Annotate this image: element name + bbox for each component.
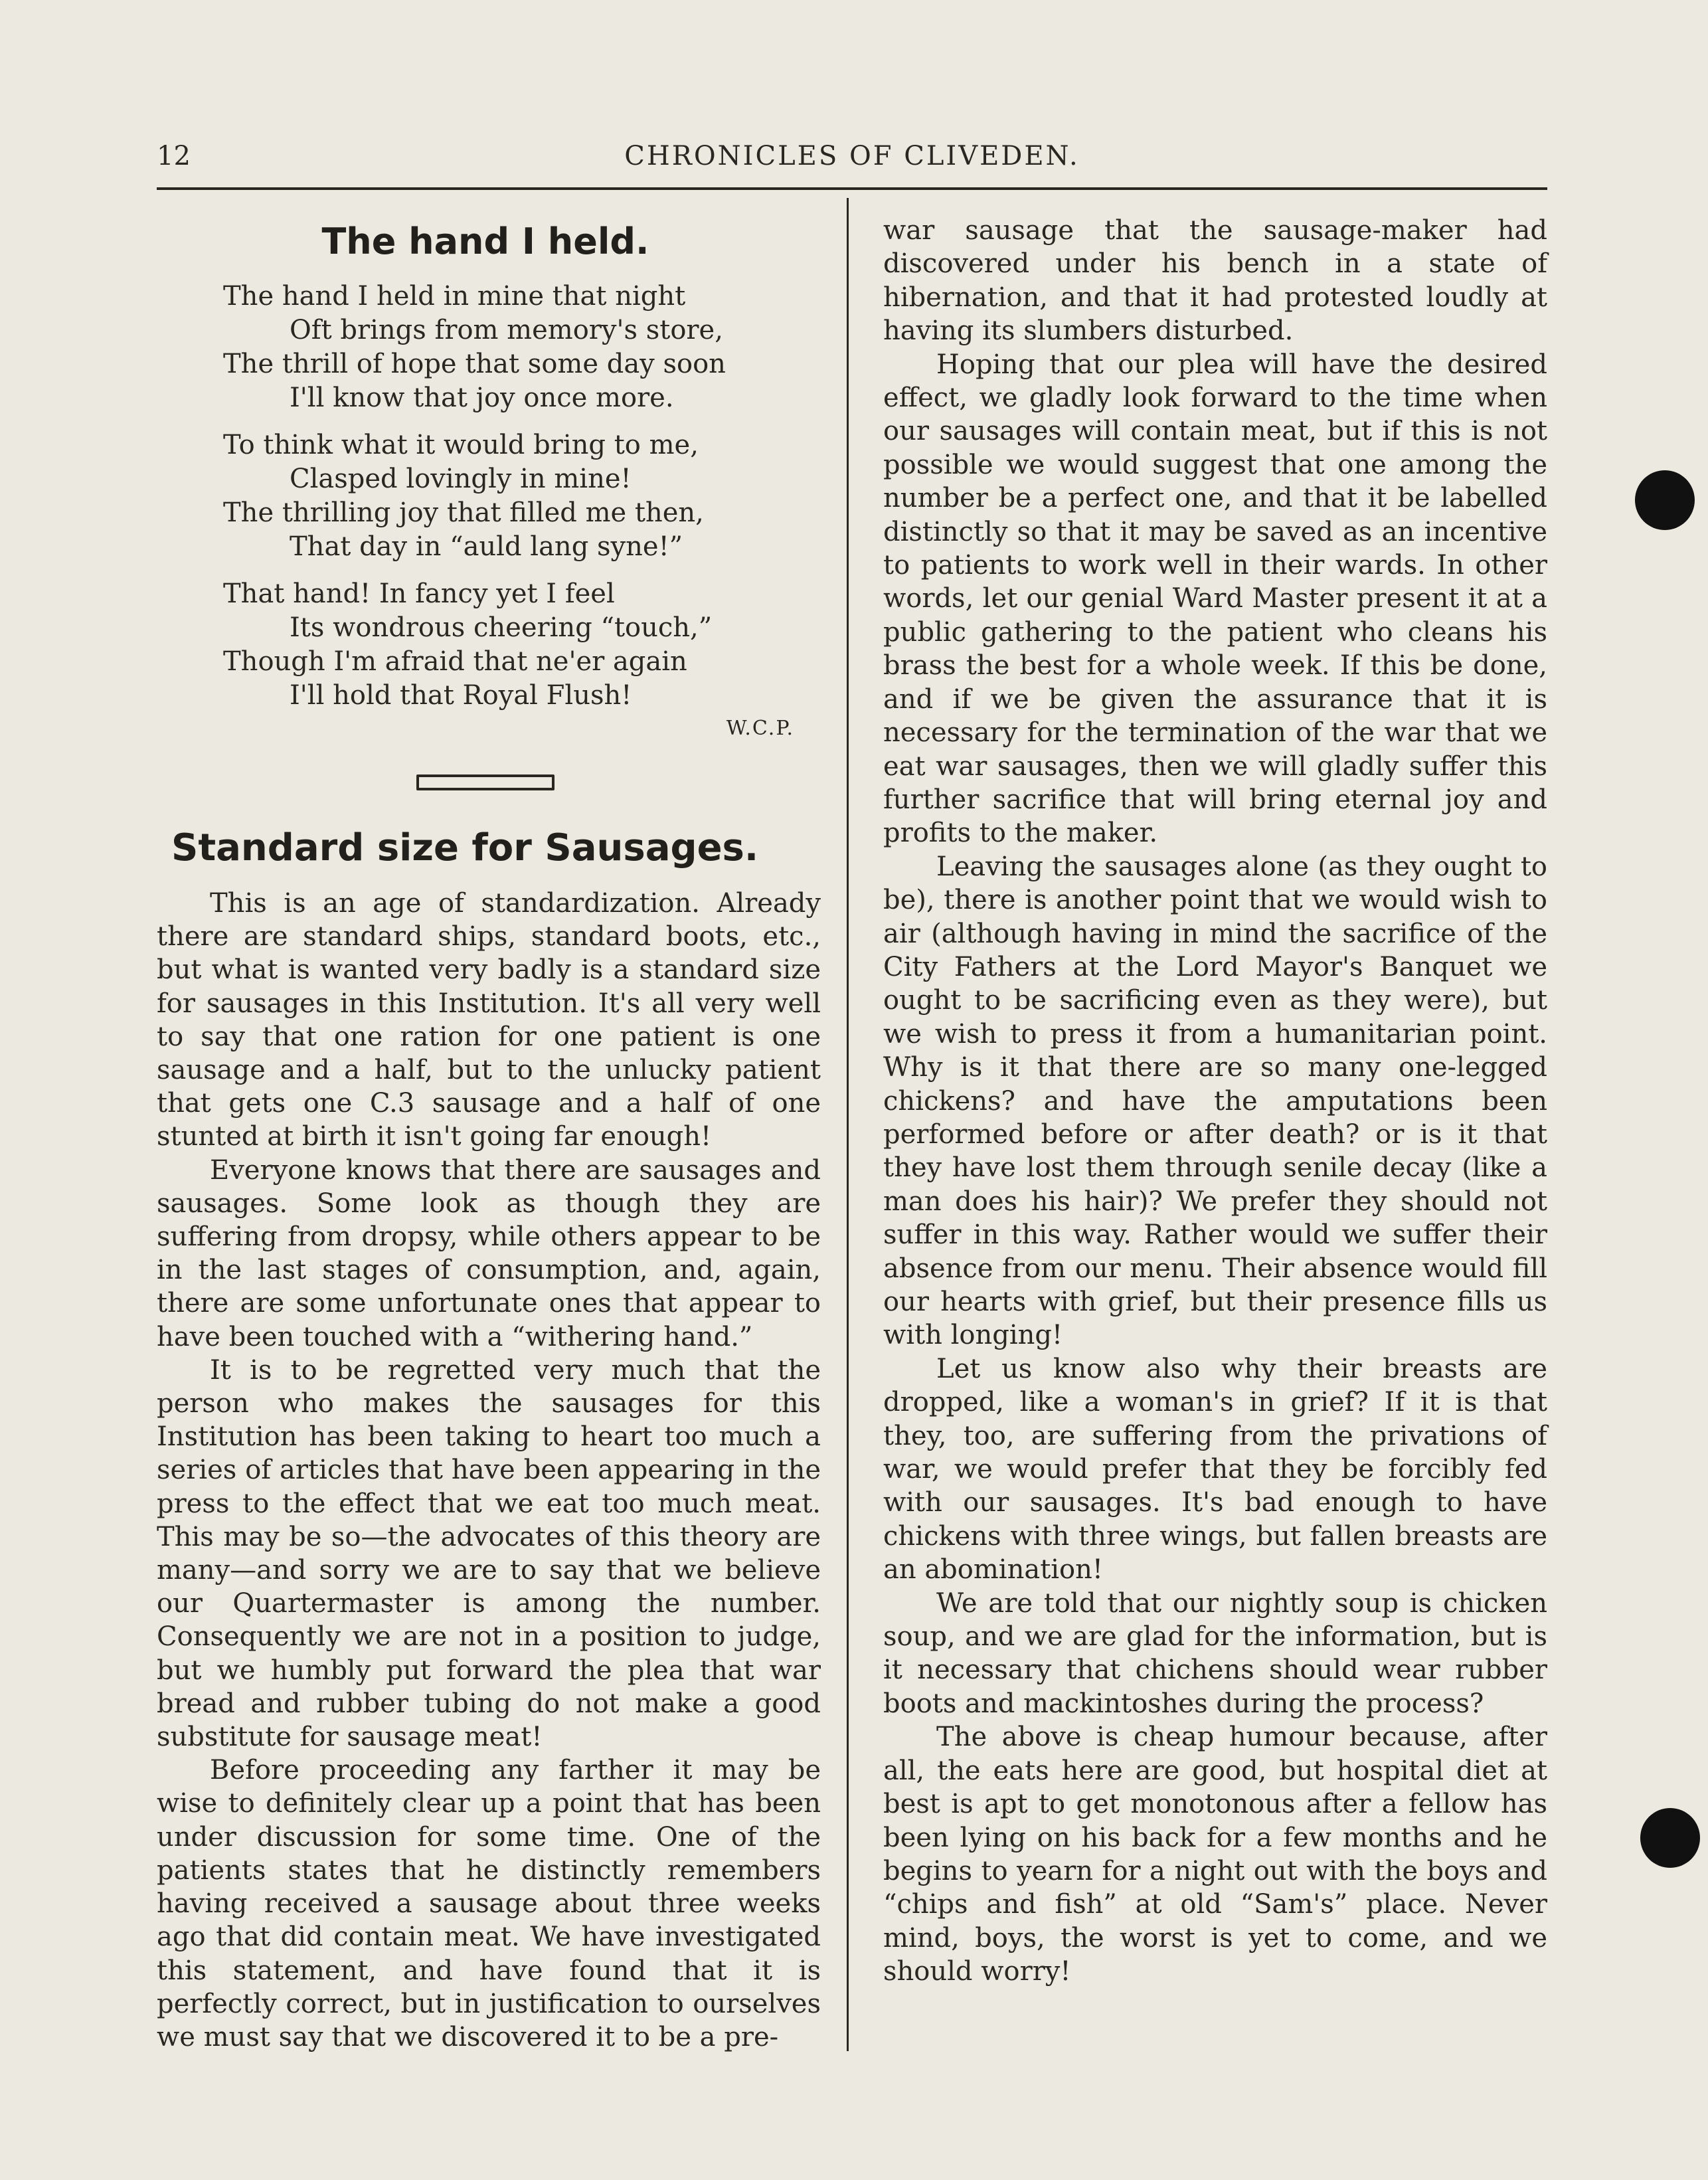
binding-hole-lower [1640, 1808, 1700, 1868]
article-title: Standard size for Sausages. [171, 826, 759, 869]
page-number: 12 [157, 141, 191, 171]
poem-line: Oft brings from memory's store, [290, 315, 723, 345]
running-head [157, 141, 1547, 179]
poem-line: That day in “auld lang syne!” [290, 531, 683, 562]
poem-line: That hand! In fancy yet I feel [223, 579, 615, 609]
article-paragraph: The above is cheap humour because, after all, the eats here are good, but hospital diet at best is apt to get monotonous after a fellow has been lying on his back for a few months and he begins to yearn for a night out with the boys and “chips and fish” at old “Sam's” place. Never mind, boys, the worst is yet to come, and we should worry! [883, 1722, 1547, 1987]
binding-hole-upper [1635, 470, 1695, 530]
poem-line: Clasped lovingly in mine! [290, 464, 632, 494]
article-paragraph-continued: war sausage that the sausage-maker had discovered under his bench in a state of hibernation, and that it had protested loudly at having its slumbers disturbed. [883, 215, 1547, 347]
right-column [883, 214, 1547, 1989]
journal-title: CHRONICLES OF CLIVEDEN. [624, 141, 1080, 171]
article-paragraph: Let us know also why their breasts are dropped, like a woman's in grief? If it is that they, too, are suffering from the privations of war, we would prefer that they be forcibly fed with our sausages. It's bad enough to have chickens with three wings, but fallen breasts are an abomination! [883, 1353, 1547, 1586]
poem-title: The hand I held. [321, 221, 649, 262]
poem-line: I'll know that joy once more. [290, 383, 674, 413]
article-paragraph: Hoping that our plea will have the desired effect, we gladly look forward to the time when our sausages will contain meat, but if this is not possible we would suggest that one among the number be a perfect one, and that it be labelled distinctly so that it may be saved as an incentive to patients to work well in their wards. In other words, let our genial Ward Master present it at a public gathering to the patient who cleans his brass the best for a whole week. If this be done, and if we be given the assurance that it is necessary for the termination of the war that we eat war sausages, then we will gladly suffer this further sacrifice that will bring eternal joy and profits to the maker. [883, 349, 1547, 849]
poem-line: The thrilling joy that filled me then, [223, 498, 704, 528]
left-column [150, 214, 821, 2054]
article-paragraph: This is an age of standardization. Already there are standard ships, standard boots, etc., but what is wanted very badly is a standard size for sausages in this Institution. It's all very well to say that one ration for one patient is one sausage and a half, but to the unlucky patient that gets one C.3 sausage and a half of one stunted at birth it isn't going far enough! [157, 888, 821, 1152]
column-divider [847, 198, 849, 2051]
article-paragraph: We are told that our nightly soup is chicken soup, and we are glad for the information, but is it necessary that chichens should wear rubber boots and mackintoshes during the process? [883, 1588, 1547, 1719]
article-left-text [150, 887, 821, 2054]
poem-signature: W.C.P. [726, 717, 794, 740]
poem [150, 280, 821, 745]
poem-line: I'll hold that Royal Flush! [290, 680, 632, 711]
poem-line: Its wondrous cheering “touch,” [290, 612, 713, 643]
article-right-text [883, 214, 1547, 1989]
poem-line: The thrill of hope that some day soon [223, 349, 726, 379]
poem-stanza [223, 428, 821, 564]
section-ornament [416, 774, 555, 790]
article-paragraph: Before proceeding any farther it may be wise to definitely clear up a point that has been under discussion for some time. One of the patients states that he distinctly remembers having received a sausage about three weeks ago that did contain meat. We have investigated this statement, and have found that it is perfectly correct, but in justification to ourselves we must say that we discovered it to be a pre- [157, 1755, 821, 2052]
article-paragraph: Everyone knows that there are sausages and sausages. Some look as though they are suffering from dropsy, while others appear to be in the last stages of consumption, and, again, there are some unfortunate ones that appear to have been touched with a “withering hand.” [157, 1154, 821, 1352]
poem-line: To think what it would bring to me, [223, 430, 699, 460]
article-paragraph: Leaving the sausages alone (as they ought to be), there is another point that we would wish to air (although having in mind the sacrifice of the City Fathers at the Lord Mayor's Banquet we ought to be sacrificing even as they were), but we wish to press it from a humanitarian point. Why is it that there are so many one-legged chickens? and have the amputations been performed before or after death? or is it that they have lost them through senile decay (like a man does his hair)? We prefer they should not suffer in this way. Rather would we suffer their absence from our menu. Their absence would fill our hearts with grief, but their presence fills us with longing! [883, 851, 1547, 1351]
header-rule [157, 187, 1547, 190]
poem-line: Though I'm afraid that ne'er again [223, 646, 687, 677]
poem-stanza [223, 577, 821, 713]
article-paragraph: It is to be regretted very much that the person who makes the sausages for this Institution has been taking to heart too much a series of articles that have been appearing in the press to the effect that we eat too much meat. This may be so—the advocates of this theory are many—and sorry we are to say that we believe our Quartermaster is among the number. Consequently we are not in a position to judge, but we humbly put forward the plea that war bread and rubber tubing do not make a good substitute for sausage meat! [157, 1354, 821, 1753]
poem-line: The hand I held in mine that night [223, 281, 686, 312]
poem-stanza [223, 280, 821, 415]
